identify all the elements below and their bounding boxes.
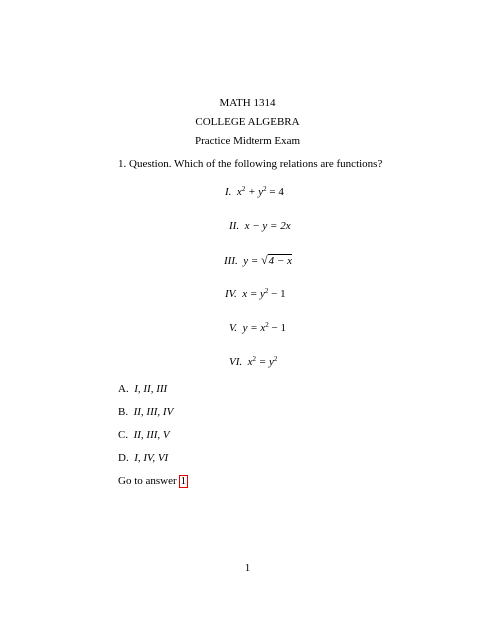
- question-text: 1. Question. Which of the following relations are functions?: [118, 158, 383, 170]
- relation-3: III. y = √4 − x: [224, 253, 292, 267]
- course-number: MATH 1314: [219, 97, 276, 109]
- relation-numeral: III.: [224, 255, 238, 267]
- relation-numeral: I.: [225, 186, 232, 198]
- go-to-answer-label: Go to answer: [118, 475, 177, 487]
- relation-numeral: II.: [229, 220, 240, 232]
- choice-d: D. I, IV, VI: [118, 452, 169, 464]
- choice-a: A. I, II, III: [118, 383, 168, 395]
- square-root: √4 − x: [261, 253, 292, 267]
- relation-1: I. $x^2 + y^2 = 4$: [225, 185, 284, 198]
- go-to-answer: [118, 475, 188, 488]
- relation-numeral: V.: [229, 322, 238, 334]
- page-number: 1: [244, 562, 251, 574]
- exam-title: Practice Midterm Exam: [194, 135, 301, 147]
- answer-link[interactable]: 1: [180, 475, 187, 487]
- relation-6: VI. $x^2 = y^2$: [229, 355, 278, 368]
- choice-b: B. II, III, IV: [118, 406, 174, 418]
- choice-c: C. II, III, V: [118, 429, 170, 441]
- relation-numeral: VI.: [229, 356, 243, 368]
- relation-numeral: IV.: [225, 288, 237, 300]
- relation-2: II. x − y = 2x: [229, 220, 291, 232]
- course-title: COLLEGE ALGEBRA: [195, 116, 300, 128]
- relation-4: IV. $x = y^2 - 1$: [225, 287, 286, 300]
- relation-5: V. $y = x^2 - 1$: [229, 321, 286, 334]
